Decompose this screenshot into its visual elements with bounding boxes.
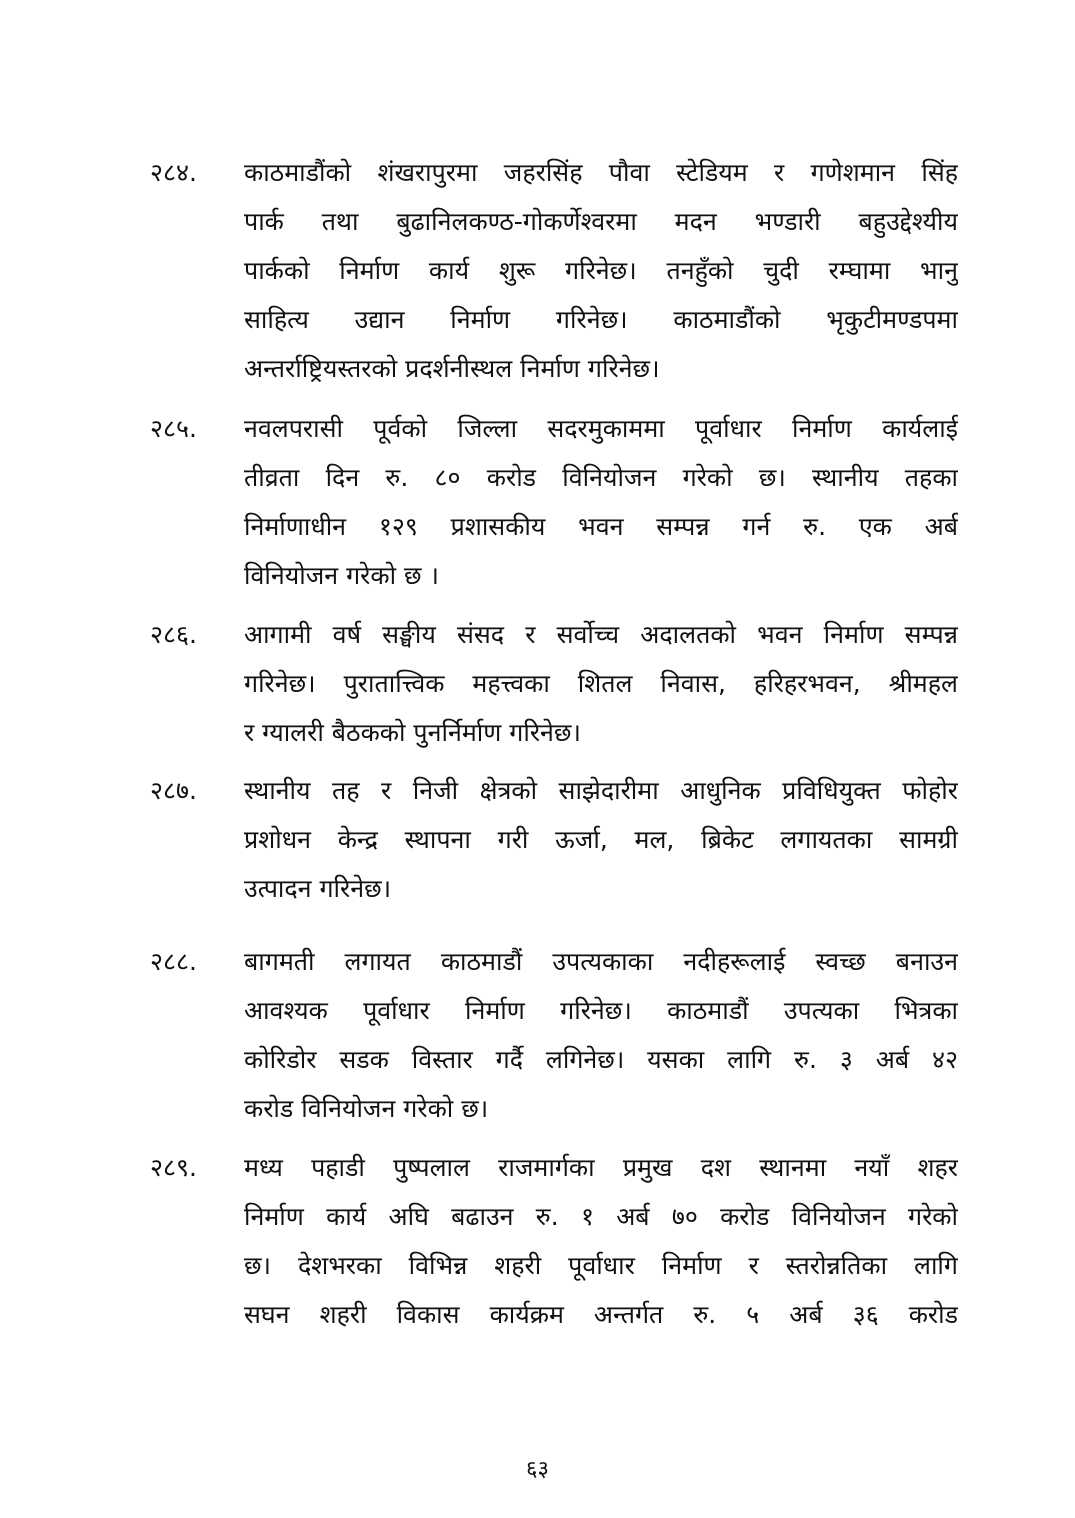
paragraph-line: आगामी वर्ष सङ्घीय संसद र सर्वोच्च अदालतको भवन निर्माण सम्पन्न — [244, 620, 958, 649]
paragraph-number: २८८. — [150, 947, 197, 976]
paragraph-number: २८६. — [150, 620, 197, 649]
paragraph-line: उत्पादन गरिनेछ। — [244, 874, 392, 903]
paragraph-line: कोरिडोर सडक विस्तार गर्दै लगिनेछ। यसका लागि रु. ३ अर्ब ४२ — [244, 1045, 958, 1074]
paragraph-line: करोड विनियोजन गरेको छ। — [244, 1094, 489, 1123]
paragraph-line: अन्तर्राष्ट्रियस्तरको प्रदर्शनीस्थल निर्माण गरिनेछ। — [244, 354, 660, 383]
paragraph-285 — [150, 404, 958, 600]
paragraph-line: सघन शहरी विकास कार्यक्रम अन्तर्गत रु. ५ अर्ब ३६ करोड — [244, 1300, 958, 1329]
page-number: ६३ — [526, 1457, 549, 1482]
paragraph-line: मध्य पहाडी पुष्पलाल राजमार्गका प्रमुख दश स्थानमा नयाँ शहर — [244, 1153, 958, 1182]
paragraph-line: स्थानीय तह र निजी क्षेत्रको साझेदारीमा आधुनिक प्रविधियुक्त फोहोर — [244, 776, 958, 805]
paragraph-line: छ। देशभरका विभिन्न शहरी पूर्वाधार निर्माण र स्तरोन्नतिका लागि — [244, 1251, 958, 1280]
paragraph-line: बागमती लगायत काठमाडौं उपत्यकाका नदीहरूलाई स्वच्छ बनाउन — [244, 947, 958, 976]
paragraph-line: गरिनेछ। पुरातात्त्विक महत्त्वका शितल निवास, हरिहरभवन, श्रीमहल — [244, 669, 958, 698]
paragraph-line: साहित्य उद्यान निर्माण गरिनेछ। काठमाडौंको भृकुटीमण्डपमा — [244, 305, 958, 334]
paragraph-288 — [150, 937, 958, 1133]
paragraph-line: नवलपरासी पूर्वको जिल्ला सदरमुकाममा पूर्वाधार निर्माण कार्यलाई — [244, 414, 958, 443]
paragraph-number: २८९. — [150, 1153, 197, 1182]
paragraph-286 — [150, 610, 958, 757]
paragraph-line: निर्माण कार्य अघि बढाउन रु. १ अर्ब ७० करोड विनियोजन गरेको — [244, 1202, 958, 1231]
paragraph-line: पार्क तथा बुढानिलकण्ठ-गोकर्णेश्वरमा मदन भण्डारी बहुउद्देश्यीय — [244, 207, 958, 236]
paragraph-line: आवश्यक पूर्वाधार निर्माण गरिनेछ। काठमाडौं उपत्यका भित्रका — [244, 996, 958, 1025]
paragraph-287 — [150, 766, 958, 913]
paragraph-284 — [150, 148, 958, 393]
paragraph-number: २८५. — [150, 414, 197, 443]
paragraph-number: २८४. — [150, 158, 197, 187]
paragraph-line: प्रशोधन केन्द्र स्थापना गरी ऊर्जा, मल, ब्रिकेट लगायतका सामग्री — [244, 825, 958, 854]
paragraph-289 — [150, 1143, 958, 1339]
paragraph-line: विनियोजन गरेको छ । — [244, 561, 439, 590]
paragraph-line: निर्माणाधीन १२९ प्रशासकीय भवन सम्पन्न गर्न रु. एक अर्ब — [244, 512, 958, 541]
paragraph-line: काठमाडौंको शंखरापुरमा जहरसिंह पौवा स्टेडियम र गणेशमान सिंह — [244, 158, 958, 187]
paragraph-number: २८७. — [150, 776, 197, 805]
paragraph-line: तीव्रता दिन रु. ८० करोड विनियोजन गरेको छ। स्थानीय तहका — [244, 463, 958, 492]
paragraph-line: र ग्यालरी बैठकको पुनर्निर्माण गरिनेछ। — [244, 718, 581, 747]
paragraph-line: पार्कको निर्माण कार्य शुरू गरिनेछ। तनहुँको चुदी रम्घामा भानु — [244, 256, 958, 285]
